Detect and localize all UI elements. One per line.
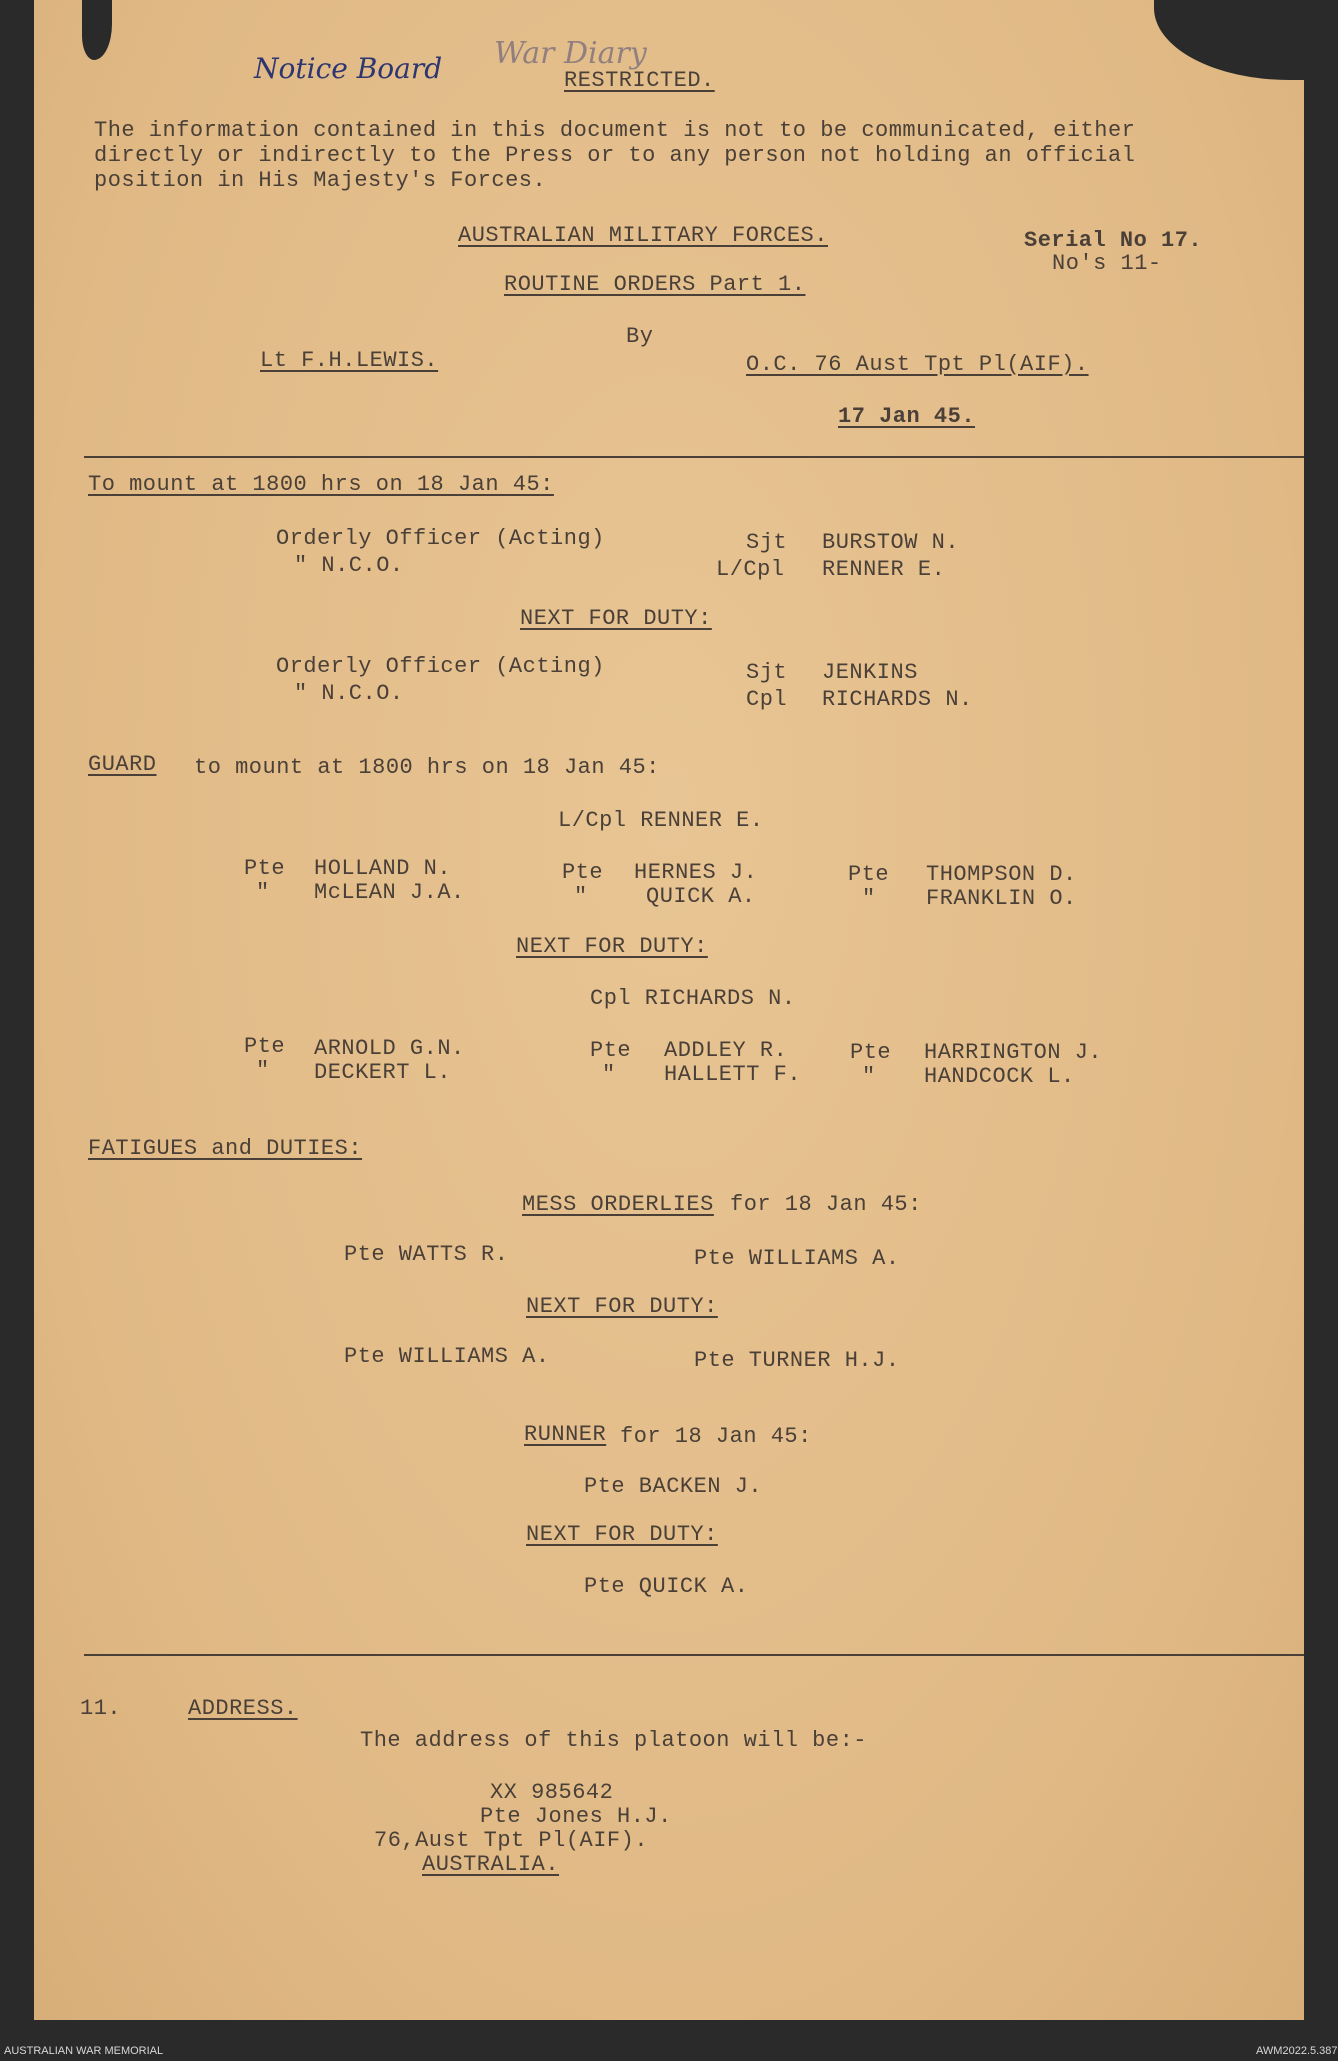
unit-name: O.C. 76 Aust Tpt Pl(AIF). (746, 352, 1089, 377)
divider-top (84, 456, 1304, 458)
address-heading: ADDRESS. (188, 1696, 298, 1721)
by-label: By (626, 324, 654, 349)
guard-cell: FRANKLIN O. (926, 886, 1077, 911)
mess-next-heading: NEXT FOR DUTY: (526, 1294, 718, 1319)
guard-next-cell: Pte (244, 1034, 286, 1059)
guard-cell: THOMPSON D. (926, 862, 1077, 887)
guard-next-cell: " (602, 1062, 616, 1087)
order-numbers: No's 11- (1052, 251, 1162, 276)
guard-cell: HERNES J. (634, 860, 758, 885)
runner-next-name: Pte QUICK A. (584, 1574, 749, 1599)
notice-line-3: position in His Majesty's Forces. (94, 168, 547, 193)
serial-number: Serial No 17. (1024, 228, 1203, 253)
footer-accession: AWM2022.5.387 (1256, 2045, 1338, 2057)
guard-label: GUARD (88, 752, 157, 777)
guard-cell: Pte (562, 860, 604, 885)
guard-commander: L/Cpl RENNER E. (558, 808, 764, 833)
runner-next-heading: NEXT FOR DUTY: (526, 1522, 718, 1547)
guard-next-heading: NEXT FOR DUTY: (516, 934, 708, 959)
notice-line-2: directly or indirectly to the Press or to any person not holding an official (94, 143, 1136, 168)
mess-orderlies-date: for 18 Jan 45: (730, 1192, 922, 1217)
orderly-name-2: RENNER E. (822, 557, 946, 582)
guard-cell: McLEAN J.A. (314, 880, 465, 905)
handwritten-war-diary: War Diary (494, 36, 647, 71)
address-number: 11. (80, 1696, 122, 1721)
document-page (34, 0, 1304, 2020)
orderly-role-1: Orderly Officer (Acting) (276, 526, 605, 551)
runner-label: RUNNER (524, 1422, 607, 1447)
guard-next-cell: HARRINGTON J. (924, 1040, 1103, 1065)
orderly-rank-1: Sjt (746, 530, 788, 555)
guard-next-cell: HALLETT F. (664, 1062, 802, 1087)
address-line-1: XX 985642 (490, 1780, 614, 1805)
issuing-officer: Lt F.H.LEWIS. (260, 348, 439, 373)
mess-next-1: Pte WILLIAMS A. (344, 1344, 550, 1369)
address-intro: The address of this platoon will be:- (360, 1728, 867, 1753)
guard-next-cell: HANDCOCK L. (924, 1064, 1075, 1089)
guard-cell: Pte (848, 862, 890, 887)
runner-name: Pte BACKEN J. (584, 1474, 763, 1499)
guard-next-cell: " (862, 1064, 876, 1089)
guard-next-cell: Pte (590, 1038, 632, 1063)
orderly-next-rank-2: Cpl (746, 687, 788, 712)
orderly-next-rank-1: Sjt (746, 660, 788, 685)
orderly-name-1: BURSTOW N. (822, 530, 960, 555)
runner-date: for 18 Jan 45: (620, 1424, 812, 1449)
footer-institution: AUSTRALIAN WAR MEMORIAL (4, 2045, 164, 2057)
orderly-next-name-2: RICHARDS N. (822, 687, 973, 712)
guard-next-cell: Pte (850, 1040, 892, 1065)
guard-next-cell: ARNOLD G.N. (314, 1036, 465, 1061)
guard-cell: " (862, 886, 876, 911)
restricted-label: RESTRICTED. (564, 68, 715, 93)
orderly-role-2: " N.C.O. (294, 553, 404, 578)
address-line-2: Pte Jones H.J. (480, 1804, 672, 1829)
order-date: 17 Jan 45. (838, 404, 976, 429)
mess-next-2: Pte TURNER H.J. (694, 1348, 900, 1373)
orderly-rank-2: L/Cpl (716, 557, 785, 582)
address-line-4: AUSTRALIA. (422, 1852, 560, 1877)
guard-cell: HOLLAND N. (314, 856, 452, 881)
guard-next-cell: DECKERT L. (314, 1060, 452, 1085)
mess-orderly-1: Pte WATTS R. (344, 1242, 509, 1267)
guard-next-cell: ADDLEY R. (664, 1038, 788, 1063)
orderly-next-name-1: JENKINS (822, 660, 918, 685)
document-title: ROUTINE ORDERS Part 1. (504, 272, 806, 297)
address-line-3: 76,Aust Tpt Pl(AIF). (374, 1828, 649, 1853)
handwritten-notice-board: Notice Board (254, 52, 443, 85)
guard-cell: " (574, 884, 588, 909)
mess-orderlies-label: MESS ORDERLIES (522, 1192, 714, 1217)
guard-cell: Pte (244, 856, 286, 881)
notice-line-1: The information contained in this document is not to be communicated, either (94, 118, 1136, 143)
divider-bottom (84, 1654, 1304, 1656)
guard-heading: to mount at 1800 hrs on 18 Jan 45: (194, 755, 660, 780)
torn-corner-left (82, 0, 112, 60)
torn-corner-right (1154, 0, 1304, 80)
mess-orderly-2: Pte WILLIAMS A. (694, 1246, 900, 1271)
orderly-next-heading: NEXT FOR DUTY: (520, 606, 712, 631)
orderly-next-role-2: " N.C.O. (294, 681, 404, 706)
fatigues-heading: FATIGUES and DUTIES: (88, 1136, 363, 1161)
guard-next-cell: " (256, 1058, 270, 1083)
guard-cell: " (256, 880, 270, 905)
force-title: AUSTRALIAN MILITARY FORCES. (458, 223, 828, 248)
guard-cell: QUICK A. (646, 884, 756, 909)
orderly-next-role-1: Orderly Officer (Acting) (276, 654, 605, 679)
guard-next-commander: Cpl RICHARDS N. (590, 986, 796, 1011)
orderly-heading: To mount at 1800 hrs on 18 Jan 45: (88, 472, 554, 497)
